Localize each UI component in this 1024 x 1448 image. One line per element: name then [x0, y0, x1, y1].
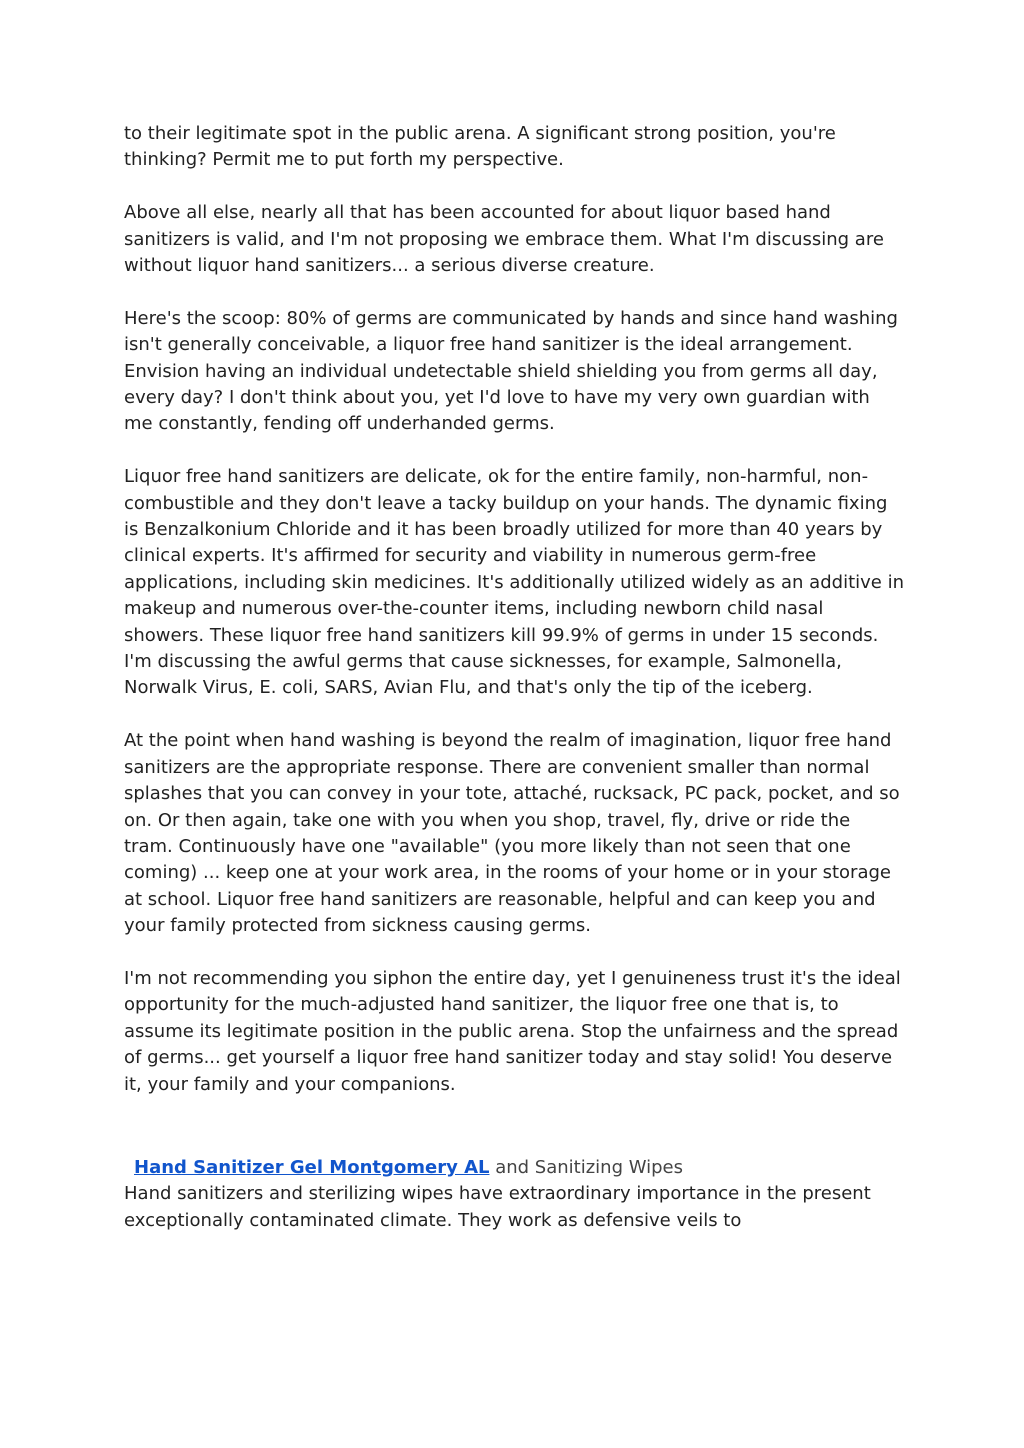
- paragraph-4: Liquor free hand sanitizers are delicate, ok for the entire family, non-harmful, non-combustible and they don't leave a tacky buildup on your hands. The dynamic fixing is Benzalkonium Chloride and it has been broadly utilized for more than 40 years by clinical experts. It's affirmed for security and viability in numerous germ-free applications, including skin medicines. It's additionally utilized widely as an additive in makeup and numerous over-the-counter items, including newborn child nasal showers. These liquor free hand sanitizers kill 99.9% of germs in under 15 seconds. I'm discussing the awful germs that cause sicknesses, for example, Salmonella, Norwalk Virus, E. coli, SARS, Avian Flu, and that's only the tip of the iceberg.: [124, 466, 904, 699]
- document-page: [124, 121, 904, 1261]
- paragraph-final: Hand sanitizers and sterilizing wipes have extraordinary importance in the present exceptionally contaminated climate. They work as defensive veils to: [124, 1183, 871, 1231]
- paragraph-1: to their legitimate spot in the public arena. A significant strong position, you're thinking? Permit me to put forth my perspective.: [124, 123, 836, 171]
- paragraph-3: Here's the scoop: 80% of germs are communicated by hands and since hand washing isn't generally conceivable, a liquor free hand sanitizer is the ideal arrangement. Envision having an individual undetectable shield shielding you from germs all day, every day? I don't think about you, yet I'd love to have my very own guardian with me constantly, fending off underhanded germs.: [124, 307, 898, 435]
- section-heading: [134, 1155, 904, 1181]
- paragraph-2: Above all else, nearly all that has been accounted for about liquor based hand sanitizers is valid, and I'm not proposing we embrace them. What I'm discussing are without liquor hand sanitizers... a serious diverse creature.: [124, 202, 884, 277]
- paragraph-6: I'm not recommending you siphon the entire day, yet I genuineness trust it's the ideal opportunity for the much-adjusted hand sanitizer, the liquor free one that is, to assume its legitimate position in the public arena. Stop the unfairness and the spread of germs... get yourself a liquor free hand sanitizer today and stay solid! You deserve it, your family and your companions.: [124, 967, 901, 1095]
- hand-sanitizer-gel-link[interactable]: Hand Sanitizer Gel Montgomery AL: [134, 1156, 490, 1178]
- paragraph-5: At the point when hand washing is beyond the realm of imagination, liquor free hand sanitizers are the appropriate response. There are convenient smaller than normal splashes that you can convey in your tote, attaché, rucksack, PC pack, pocket, and so on. Or then again, take one with you when you shop, travel, fly, drive or ride the tram. Continuously have one "available" (you more likely than not seen that one coming) ... keep one at your work area, in the rooms of your home or in your storage at school. Liquor free hand sanitizers are reasonable, helpful and can keep you and your family protected from sickness causing germs.: [124, 730, 900, 937]
- section-heading-rest: and Sanitizing Wipes: [489, 1156, 684, 1178]
